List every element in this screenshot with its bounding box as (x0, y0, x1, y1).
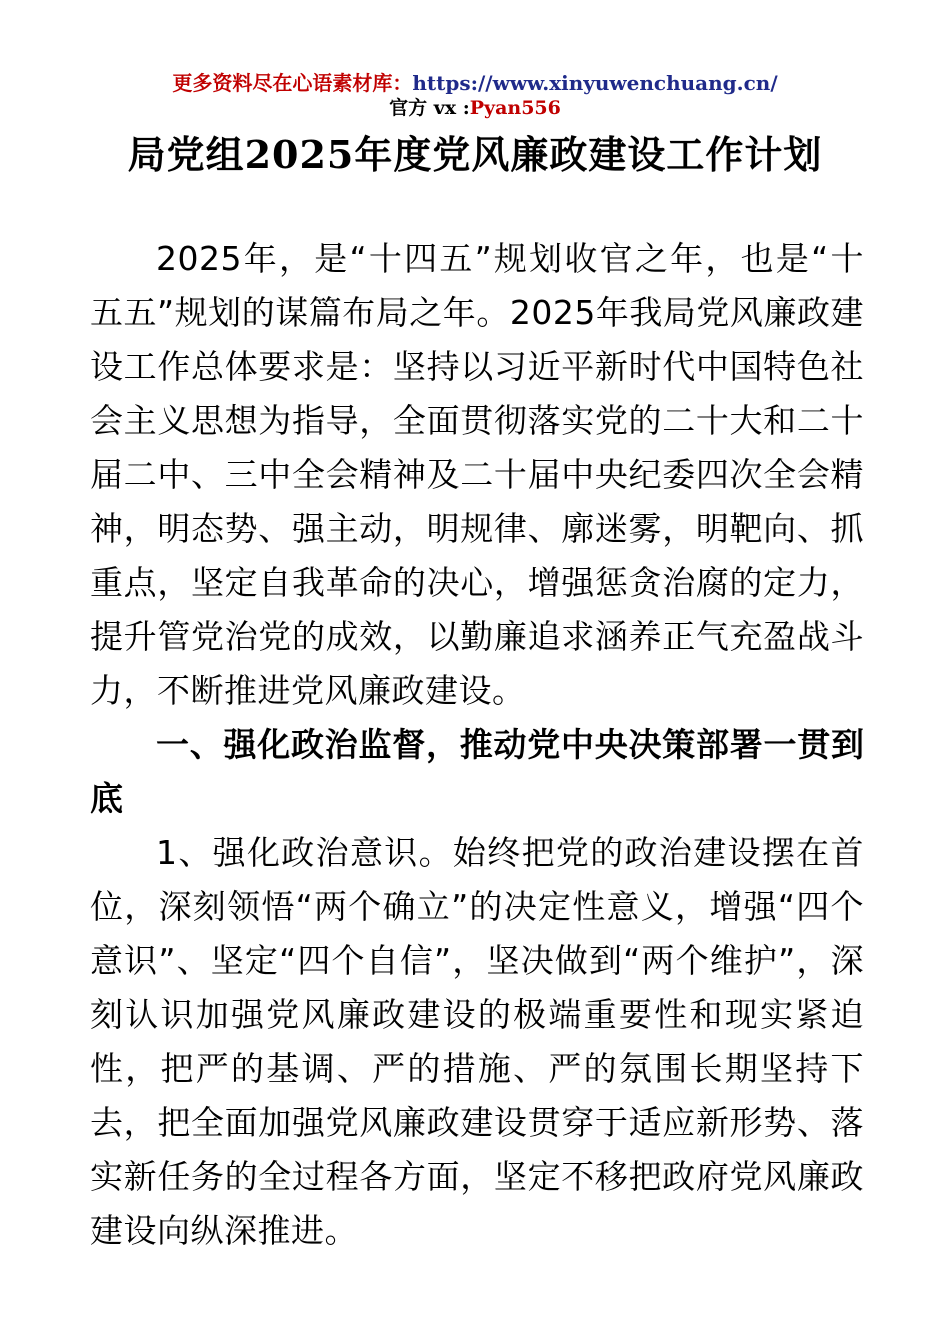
contact-handle: Pyan556 (469, 97, 561, 119)
banner-label: 更多资料尽在心语素材库： (172, 71, 413, 95)
document-title: 局党组2025年度党风廉政建设工作计划 (127, 132, 823, 177)
section-heading: 一、强化政治监督，推动党中央决策部署一贯到底 (90, 725, 864, 818)
document-body (90, 232, 864, 1258)
contact-line (0, 96, 950, 120)
intro-paragraph: 2025年，是“十四五”规划收官之年，也是“十五五”规划的谋篇布局之年。2025年我局党风廉政建设工作总体要求是：坚持以习近平新时代中国特色社会主义思想为指导，全面贯彻落实党的二十大和二十届二中、三中全会精神及二十届中央纪委四次全会精神，明态势、强主动，明规律、廓迷雾，明靶向、抓重点，坚定自我革命的决心，增强惩贪治腐的定力，提升管党治党的成效，以勤廉追求涵养正气充盈战斗力，不断推进党风廉政建设。 (90, 239, 864, 710)
contact-prefix: 官方 vx : (389, 97, 470, 119)
promo-banner (0, 70, 950, 96)
banner-link[interactable]: https://www.xinyuwenchuang.cn/ (412, 71, 778, 95)
section-item-paragraph: 1、强化政治意识。始终把党的政治建设摆在首位，深刻领悟“两个确立”的决定性意义，增强“四个意识”、坚定“四个自信”，坚决做到“两个维护”，深刻认识加强党风廉政建设的极端重要性和现实紧迫性，把严的基调、严的措施、严的氛围长期坚持下去，把全面加强党风廉政建设贯穿于适应新形势、落实新任务的全过程各方面，坚定不移把政府党风廉政建设向纵深推进。 (90, 833, 864, 1250)
